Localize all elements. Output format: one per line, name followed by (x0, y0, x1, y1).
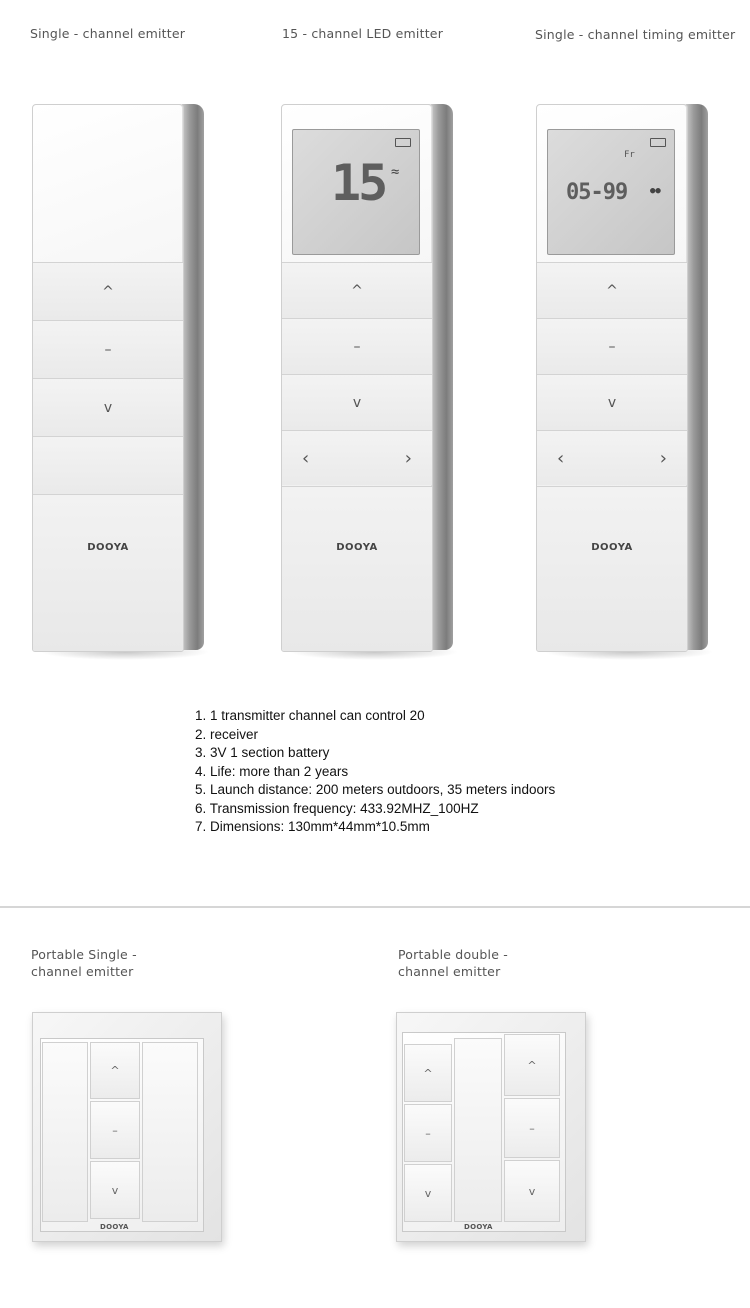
chevron-up-icon: ^ (102, 283, 114, 300)
caption-line: channel emitter (31, 964, 134, 979)
chevron-up-icon: ^ (606, 282, 618, 299)
down-key[interactable] (90, 1161, 140, 1219)
section-divider (0, 906, 750, 908)
chevron-left-icon[interactable]: ‹ (302, 447, 310, 469)
blank-key-center[interactable] (454, 1038, 502, 1222)
caption-15-channel-led: 15 - channel LED emitter (282, 26, 444, 41)
chevron-right-icon[interactable]: › (659, 447, 667, 469)
chevron-up-icon: ^ (351, 282, 363, 299)
spec-item: 2. receiver (195, 726, 259, 742)
brand-logo: DOOYA (87, 542, 129, 553)
up-key-right[interactable] (504, 1034, 560, 1096)
stop-button[interactable] (282, 318, 432, 374)
remote-side-edge (686, 104, 708, 650)
weekday-label: Fr (624, 150, 635, 160)
remote-single-channel (32, 104, 204, 650)
lower-panel (282, 486, 432, 652)
caption-single-timing: Single - channel timing emitter (535, 27, 736, 42)
portable-double-switch (396, 1012, 586, 1244)
chevron-down-icon: v (607, 394, 617, 411)
lower-panel (537, 486, 687, 652)
spec-item: 1. 1 transmitter channel can control 20 (195, 708, 425, 723)
minus-icon: – (353, 338, 361, 355)
chevron-down-icon: v (111, 1183, 119, 1197)
brand-logo: DOOYA (464, 1223, 493, 1231)
lcd-screen (547, 129, 675, 255)
down-key-left[interactable] (404, 1164, 452, 1222)
spec-item: 5. Launch distance: 200 meters outdoors, 35 meters indoors (195, 782, 556, 797)
remote-face (536, 104, 688, 652)
chevron-up-icon: ^ (110, 1064, 120, 1077)
blank-button[interactable] (33, 436, 183, 494)
battery-icon (650, 138, 666, 147)
minus-icon: – (112, 1123, 118, 1137)
chevron-left-icon[interactable]: ‹ (557, 447, 565, 469)
stop-button[interactable] (33, 320, 183, 378)
channel-select-row (537, 430, 687, 485)
caption-portable-single (31, 946, 137, 980)
up-key[interactable] (90, 1042, 140, 1099)
up-button[interactable] (537, 262, 687, 318)
spec-list (195, 707, 555, 837)
up-key-left[interactable] (404, 1044, 452, 1102)
chevron-down-icon: v (528, 1184, 536, 1198)
chevron-down-icon: v (352, 394, 362, 411)
brand-logo: DOOYA (100, 1223, 129, 1231)
caption-portable-double (398, 946, 508, 980)
brand-logo: DOOYA (336, 542, 378, 553)
channel-select-row (282, 430, 432, 485)
chevron-up-icon: ^ (527, 1058, 537, 1072)
remote-face (281, 104, 433, 652)
remote-face (32, 104, 184, 652)
channel-number: 15 (331, 154, 386, 212)
stop-key[interactable] (90, 1101, 140, 1159)
minus-icon: – (104, 341, 112, 358)
spec-item: 6. Transmission frequency: 433.92MHZ_100HZ (195, 800, 479, 816)
remote-15-channel-led (281, 104, 453, 650)
battery-icon (395, 138, 411, 147)
remote-single-timing (536, 104, 708, 650)
timer-readout: 05-99 (566, 180, 628, 205)
chevron-right-icon[interactable]: › (404, 447, 412, 469)
blank-key-left[interactable] (42, 1042, 88, 1222)
stop-key-right[interactable] (504, 1098, 560, 1158)
up-button[interactable] (282, 262, 432, 318)
signal-icon: ≈ (391, 164, 400, 180)
lcd-screen (292, 129, 420, 255)
down-button[interactable] (282, 374, 432, 430)
minus-icon: – (425, 1126, 431, 1140)
caption-single-channel: Single - channel emitter (30, 26, 186, 41)
portable-single-switch (32, 1012, 222, 1244)
chevron-up-icon: ^ (423, 1066, 433, 1080)
chevron-down-icon: v (103, 399, 113, 416)
spec-item: 3. 3V 1 section battery (195, 745, 330, 760)
up-button[interactable] (33, 262, 183, 320)
brand-logo: DOOYA (591, 542, 633, 553)
lower-panel (33, 494, 183, 652)
spec-item: 7. Dimensions: 130mm*44mm*10.5mm (195, 819, 430, 834)
caption-line: channel emitter (398, 964, 501, 979)
down-button[interactable] (33, 378, 183, 436)
caption-line: Portable Single - (31, 947, 137, 962)
down-button[interactable] (537, 374, 687, 430)
stop-key-left[interactable] (404, 1104, 452, 1162)
remote-side-edge (431, 104, 453, 650)
spec-item: 4. Life: more than 2 years (195, 763, 349, 779)
minus-icon: – (608, 338, 616, 355)
stop-button[interactable] (537, 318, 687, 374)
caption-line: Portable double - (398, 947, 508, 962)
down-key-right[interactable] (504, 1160, 560, 1222)
signal-icon: ●● (650, 186, 661, 196)
minus-icon: – (529, 1121, 535, 1135)
remote-side-edge (182, 104, 204, 650)
blank-key-right[interactable] (142, 1042, 198, 1222)
chevron-down-icon: v (424, 1186, 432, 1200)
